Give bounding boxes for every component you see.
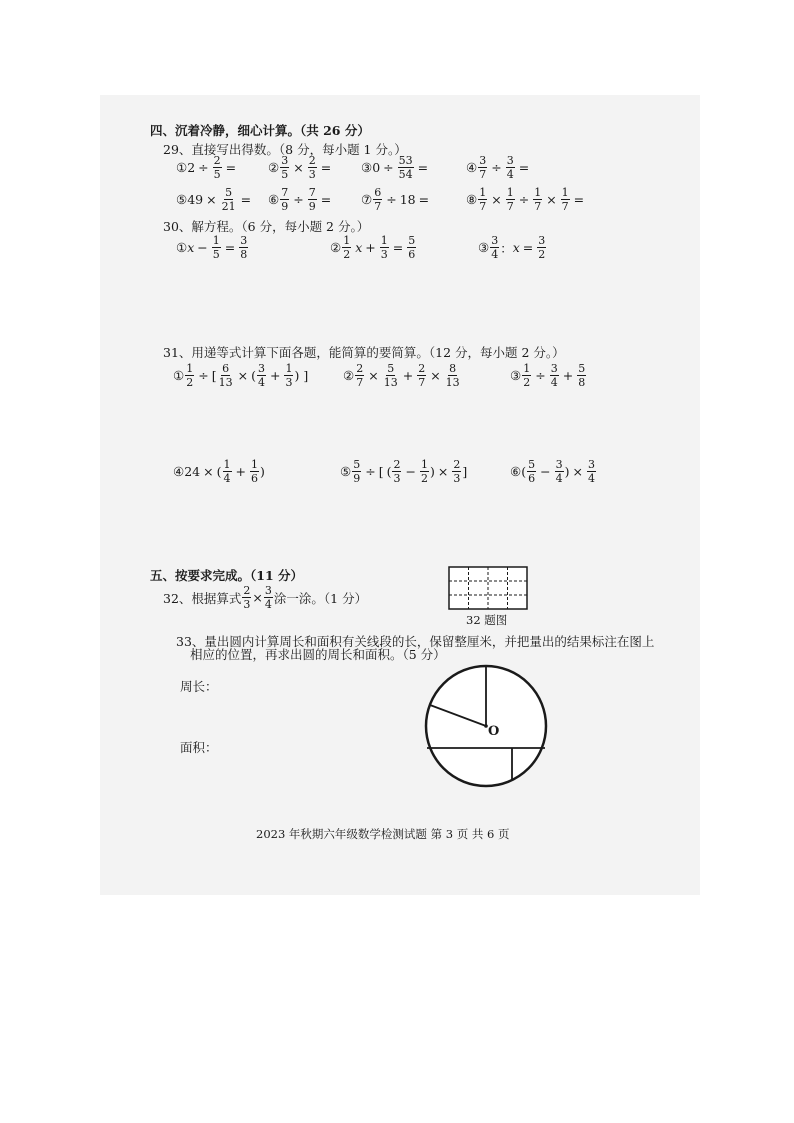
q29-item-4: ④ $\frac{3}{7}$ ÷ $\frac{3}{4}$ = bbox=[466, 154, 530, 181]
q29-item-3: ③ 0 ÷ $\frac{53}{54}$ = bbox=[361, 154, 429, 181]
q29-item-8: ⑧ $\frac{1}{7}$ × $\frac{1}{7}$ ÷ $\frac{1}{7}$ × $\frac{1}{7}$ = bbox=[466, 186, 585, 213]
q33-circle-figure bbox=[424, 664, 548, 788]
q32-grid-figure[interactable] bbox=[448, 566, 528, 610]
q29-item-2: ② $\frac{3}{5}$ × $\frac{2}{3}$ = bbox=[268, 154, 332, 181]
circle-center-label: O bbox=[488, 724, 500, 739]
page-footer: 2023 年秋期六年级数学检测试题 第 3 页 共 6 页 bbox=[256, 827, 510, 841]
q29-item-7: ⑦ $\frac{6}{7}$ ÷ 18 = bbox=[361, 186, 430, 213]
q31-expression-2: ② $\frac{2}{7}$ × $\frac{5}{13}$ + $\frac{2}{7}$ × $\frac{8}{13}$ bbox=[343, 362, 460, 389]
q31-expression-1: ① $\frac{1}{2}$ ÷ [ $\frac{6}{13}$ × ( $\frac{3}{4}$ + $\frac{1}{3}$ ) ] bbox=[173, 362, 309, 389]
q29-item-6: ⑥ $\frac{7}{9}$ ÷ $\frac{7}{9}$ = bbox=[268, 186, 332, 213]
q29-item-1: ① 2 ÷ $\frac{2}{5}$ = bbox=[176, 154, 237, 181]
section-5-title: 五、按要求完成。（11 分） bbox=[150, 568, 303, 583]
perimeter-label: 周长： bbox=[180, 679, 218, 694]
scanned-page-background bbox=[100, 95, 700, 895]
q33-label-line-2: 相应的位置，再求出圆的周长和面积。（5 分） bbox=[190, 647, 446, 662]
q30-equation-2: ② $\frac{1}{2}$ x + $\frac{1}{3}$ = $\frac{5}{6}$ bbox=[330, 234, 416, 261]
q32-label: 32、根据算式 $\frac{2}{3}$ × $\frac{3}{4}$ 涂一涂。（1 分） bbox=[163, 584, 368, 611]
section-4-title: 四、沉着冷静，细心计算。（共 26 分） bbox=[150, 123, 370, 138]
q29-label: 29、直接写出得数。（8 分，每小题 1 分。） bbox=[163, 142, 407, 157]
q30-equation-3: ③ $\frac{3}{4}$ ： x = $\frac{3}{2}$ bbox=[478, 234, 546, 261]
q33-label-line-1: 33、量出圆内计算周长和面积有关线段的长，保留整厘米，并把量出的结果标注在图上 bbox=[176, 634, 655, 649]
q31-label: 31、用递等式计算下面各题，能简算的要简算。（12 分，每小题 2 分。） bbox=[163, 345, 565, 360]
q30-label: 30、解方程。（6 分，每小题 2 分。） bbox=[163, 219, 370, 234]
q31-expression-4: ④ 24 × ( $\frac{1}{4}$ + $\frac{1}{6}$ ) bbox=[173, 458, 265, 485]
q30-equation-1: ① x − $\frac{1}{5}$ = $\frac{3}{8}$ bbox=[176, 234, 248, 261]
q32-figure-caption: 32 题图 bbox=[466, 613, 508, 627]
q31-expression-5: ⑤ $\frac{5}{9}$ ÷ [ ( $\frac{2}{3}$ − $\frac{1}{2}$ ) × $\frac{2}{3}$ ] bbox=[340, 458, 468, 485]
area-label: 面积： bbox=[180, 740, 218, 755]
q29-item-5: ⑤ 49 × $\frac{5}{21}$ = bbox=[176, 186, 252, 213]
q31-expression-3: ③ $\frac{1}{2}$ ÷ $\frac{3}{4}$ + $\frac{5}{8}$ bbox=[510, 362, 586, 389]
q31-expression-6: ⑥ ( $\frac{5}{6}$ − $\frac{3}{4}$ ) × $\frac{3}{4}$ bbox=[510, 458, 595, 485]
